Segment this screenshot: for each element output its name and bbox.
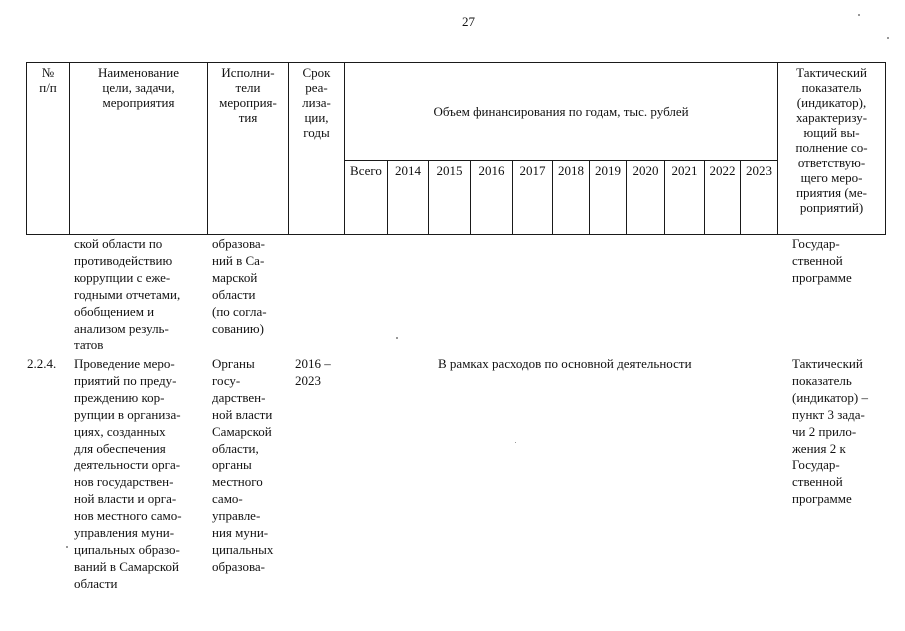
row-continued-indicator: Государ- ственной программе [792,236,852,285]
row-continued-executor: образова- ний в Са- марской области (по согла- сованию) [212,236,267,336]
scan-speck [858,14,860,16]
header-year: 2014 [388,160,429,234]
page-number: 27 [462,14,475,29]
scan-speck [66,546,68,548]
header-name: Наименование цели, задачи, мероприятия [70,63,208,235]
scan-speck [887,37,889,39]
row-2-2-4-number: 2.2.4. [27,356,57,371]
header-year: 2021 [665,160,705,234]
financing-table-header [26,62,886,235]
header-year: 2018 [553,160,590,234]
header-year: 2023 [741,160,778,234]
row-2-2-4-name: Проведение меро- приятий по преду- преждению кор- рупции в организа- циях, созданных для обеспечения деятельности орга- нов государствен- ной власти и орга- нов местного само- управления муни- ципальных образо- ваний в Самарской области [74,356,182,591]
header-year: 2020 [627,160,665,234]
header-year: 2017 [513,160,553,234]
header-year: 2022 [705,160,741,234]
row-2-2-4-term: 2016 – 2023 [295,356,331,388]
header-executor: Исполни- тели мероприя- тия [208,63,289,235]
row-2-2-4-executor: Органы госу- дарствен- ной власти Самарской области, органы местного само- управле- ния муни- ципальных образова- [212,356,274,574]
header-num: № п/п [27,63,70,235]
header-term: Срок реа- лиза- ции, годы [289,63,345,235]
row-2-2-4-financing-note: В рамках расходов по основной деятельности [438,356,692,371]
header-financing: Объем финансирования по годам, тыс. рублей [345,63,778,161]
scan-speck [396,337,398,339]
row-continued-name: ской области по противодействию коррупции с еже- годными отчетами, обобщением и анализом резуль- татов [74,236,181,353]
header-year: 2016 [471,160,513,234]
header-indicator: Тактический показатель (индикатор), характеризу- ющий вы- полнение со- ответствую- щего меро- приятия (ме- роприятий) [778,63,886,235]
row-2-2-4-indicator: Тактический показатель (индикатор) – пункт 3 зада- чи 2 прило- жения 2 к Государ- ственной программе [792,356,868,507]
header-year: 2019 [590,160,627,234]
scan-speck [515,442,516,443]
header-year-total: Всего [345,160,388,234]
header-year: 2015 [429,160,471,234]
